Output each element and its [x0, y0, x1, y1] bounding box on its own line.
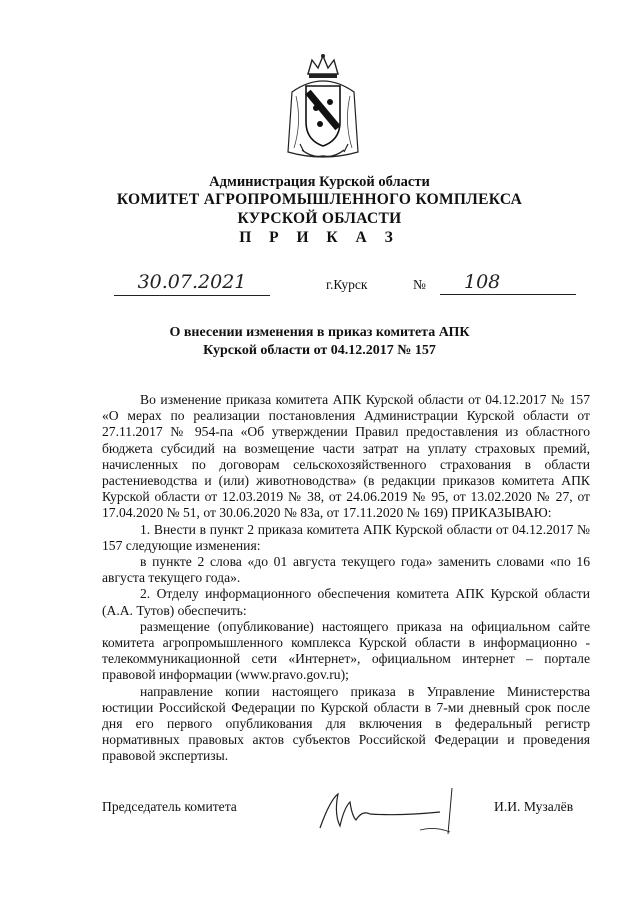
document-type: П Р И К А З: [239, 229, 400, 246]
committee-region: КУРСКОЙ ОБЛАСТИ: [237, 210, 402, 227]
paragraph-item-2-publication: размещение (опубликование) настоящего приказа на официальном сайте комитета агропромышленного комплекса Курской области в информационно - телекоммуникационной сети «Интернет», официальном интернет – портале правовой информации (www.pravo.gov.ru);: [102, 618, 590, 683]
signatory-name: И.И. Музалёв: [494, 799, 574, 814]
committee-name: КОМИТЕТ АГРОПРОМЫШЛЕННОГО КОМПЛЕКСА: [116, 191, 523, 208]
number-sign: №: [413, 277, 426, 292]
handwritten-signature: [310, 780, 460, 840]
order-title-line-1: О внесении изменения в приказ комитета АПК: [169, 325, 470, 340]
administration-name: Администрация Курской области: [209, 174, 430, 190]
paragraph-preamble: Во изменение приказа комитета АПК Курской области от 04.12.2017 № 157 «О мерах по реализации постановления Администрации Курской области от 27.11.2017 № 954-па «Об утверждении Правил предоставления из областного бюджета субсидий на возмещение части затрат на уплату страховых премий, начисленных по договорам сельскохозяйственного страхования в области растениеводства и (или) животноводства» (в редакции приказов комитета АПК Курской области от 12.03.2019 № 38, от 24.06.2019 № 95, от 13.02.2020 № 27, от 17.04.2020 № 51, от 30.06.2020 № 83а, от 17.11.2020 № 169) ПРИКАЗЫВАЮ:: [102, 392, 590, 521]
order-city: г.Курск: [326, 277, 368, 292]
coat-of-arms-icon: [282, 52, 364, 164]
paragraph-item-1-change: в пункте 2 слова «до 01 августа текущего года» заменить словами «по 16 августа текущего года».: [102, 554, 590, 586]
order-date: 30.07.2021: [114, 271, 270, 296]
paragraph-item-2-registration: направление копии настоящего приказа в Управление Министерства юстиции Российской Федерации по Курской области в 7-ми дневный срок после дня его первого опубликования для включения в федеральный регистр нормативных правовых актов субъектов Российской Федерации и проведения правовой экспертизы.: [102, 683, 590, 764]
paragraph-item-1: 1. Внести в пункт 2 приказа комитета АПК Курской области от 04.12.2017 № 157 следующие изменения:: [102, 521, 590, 553]
order-title-line-2: Курской области от 04.12.2017 № 157: [203, 343, 436, 358]
order-body: [102, 392, 590, 765]
signatory-position: Председатель комитета: [102, 799, 237, 814]
order-number: 108: [440, 271, 576, 295]
paragraph-item-2: 2. Отделу информационного обеспечения комитета АПК Курской области (А.А. Тутов) обеспечить:: [102, 586, 590, 618]
